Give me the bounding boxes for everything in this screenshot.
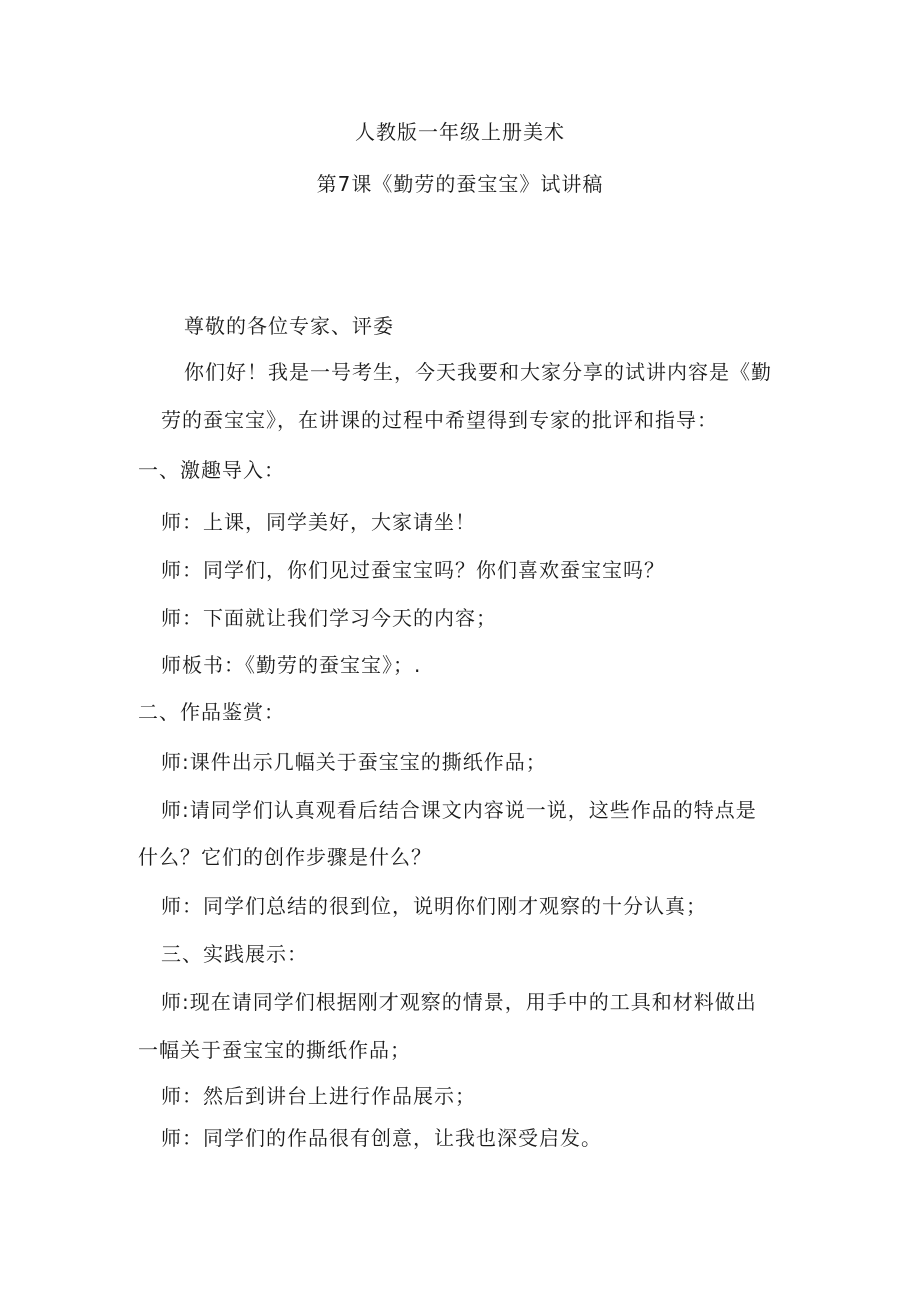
intro-paragraph-line: 劳的蚕宝宝》，在讲课的过程中希望得到专家的批评和指导： (161, 408, 718, 432)
document-subtitle: 人教版一年级上册美术 (355, 120, 565, 144)
dialogue-line: 师：下面就让我们学习今天的内容； (161, 606, 497, 630)
dialogue-line: 什么？它们的创作步骤是什么？ (138, 845, 432, 869)
dialogue-line: 师：同学们，你们见过蚕宝宝吗？你们喜欢蚕宝宝吗？ (161, 558, 665, 582)
dialogue-line: 师：同学们总结的很到位，说明你们刚才观察的十分认真； (161, 894, 707, 918)
document-title: 第7课《勤劳的蚕宝宝》试讲稿 (316, 172, 604, 196)
dialogue-line: 师板书：《勤劳的蚕宝宝》；. (161, 653, 422, 677)
dialogue-line: 师：上课，同学美好，大家请坐！ (161, 510, 476, 534)
dialogue-line: 师：然后到讲台上进行作品展示； (161, 1084, 476, 1108)
dialogue-line: 师：同学们的作品很有创意，让我也深受启发。 (161, 1126, 602, 1150)
greeting-line: 尊敬的各位专家、评委 (184, 314, 394, 338)
dialogue-line: 一幅关于蚕宝宝的撕纸作品； (138, 1038, 411, 1062)
intro-paragraph-line: 你们好！我是一号考生，今天我要和大家分享的试讲内容是《勤 (184, 360, 772, 384)
dialogue-line: 师:现在请同学们根据刚才观察的情景，用手中的工具和材料做出 (161, 990, 757, 1014)
dialogue-line: 师:请同学们认真观看后结合课文内容说一说，这些作品的特点是 (161, 798, 757, 822)
dialogue-line: 师:课件出示几幅关于蚕宝宝的撕纸作品； (161, 750, 547, 774)
section-heading: 三、实践展示： (161, 942, 308, 966)
section-heading: 二、作品鉴赏： (138, 700, 285, 724)
section-heading: 一、激趣导入： (138, 458, 285, 482)
